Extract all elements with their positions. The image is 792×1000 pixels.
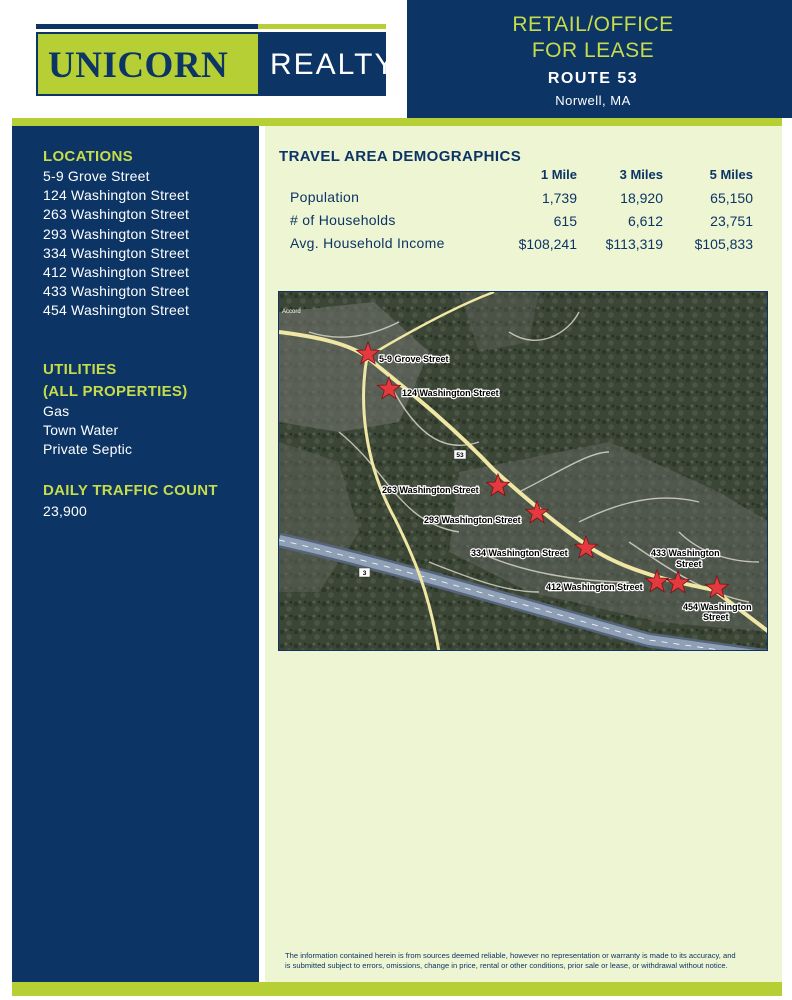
row-label-population: Population [290, 189, 360, 205]
disclaimer-line1: The information contained herein is from sources deemed reliable, however no representation or warranty is made to its accuracy, and [285, 951, 736, 960]
column-header-3-miles: 3 Miles [619, 167, 663, 182]
utilities-heading-line2: (ALL PROPERTIES) [43, 383, 188, 400]
table-cell: 615 [553, 213, 577, 229]
map-label: 433 Washington [651, 548, 720, 558]
logo-top-bar [36, 24, 386, 29]
list-item: 454 Washington Street [43, 302, 190, 319]
row-label-households: # of Households [290, 212, 396, 228]
table-cell: 23,751 [710, 213, 753, 229]
city-name: Norwell, MA [555, 93, 631, 108]
route-3-shield: 3 [362, 570, 367, 577]
table-cell: 65,150 [710, 190, 753, 206]
traffic-heading: DAILY TRAFFIC COUNT [43, 482, 218, 499]
table-cell: $108,241 [518, 236, 577, 252]
list-item: 263 Washington Street [43, 206, 190, 223]
route-name: ROUTE 53 [547, 70, 639, 87]
list-item: 293 Washington Street [43, 225, 190, 242]
map-label: Street [703, 612, 729, 622]
listing-title [407, 12, 779, 64]
list-item: 433 Washington Street [43, 283, 190, 300]
utilities-list [43, 402, 132, 460]
legal-disclaimer [285, 951, 765, 971]
table-cell: $105,833 [694, 236, 753, 252]
locations-heading: LOCATIONS [43, 148, 133, 165]
map-label: 412 Washington Street [546, 582, 643, 592]
list-item: Gas [43, 403, 70, 419]
utilities-heading-line1: UTILITIES [43, 361, 117, 378]
map-label: 124 Washington Street [402, 388, 499, 398]
list-item: 5-9 Grove Street [43, 168, 150, 184]
row-label-household-income: Avg. Household Income [290, 235, 445, 251]
locations-list [43, 167, 189, 321]
map-corner-label: Accord [282, 309, 301, 315]
listing-title-line1: RETAIL/OFFICE [512, 13, 674, 36]
listing-title-line2: FOR LEASE [531, 39, 655, 62]
table-cell: $113,319 [605, 236, 663, 252]
list-item: Private Septic [43, 441, 133, 458]
utilities-heading [43, 359, 188, 403]
list-item: 334 Washington Street [43, 244, 190, 261]
aerial-map-image [279, 292, 768, 651]
logo-word-unicorn: UNICORN [48, 45, 229, 86]
route-53-shield: 53 [456, 452, 464, 459]
table-cell: 18,920 [620, 190, 663, 206]
map-label: 293 Washington Street [424, 515, 521, 525]
list-item: Town Water [43, 422, 119, 439]
map-label: 5-9 Grove Street [379, 354, 449, 364]
column-header-5-miles: 5 Miles [709, 167, 753, 182]
bottom-accent-strip [12, 982, 782, 996]
list-item: 412 Washington Street [43, 264, 190, 281]
table-cell: 1,739 [541, 190, 577, 206]
traffic-count: 23,900 [43, 503, 88, 519]
table-cell: 6,612 [627, 213, 663, 229]
company-logo [36, 32, 397, 96]
aerial-map [278, 291, 768, 651]
map-label: 334 Washington Street [471, 548, 568, 558]
map-label: 263 Washington Street [382, 485, 479, 495]
logo-word-realty: REALTY [270, 48, 397, 81]
top-accent-strip [12, 118, 782, 126]
disclaimer-line2: is submitted subject to errors, omissions, change in price, rental or other conditions, prior sale or lease, or withdrawal without notice. [285, 961, 728, 970]
list-item: 124 Washington Street [43, 187, 190, 204]
demographics-heading: TRAVEL AREA DEMOGRAPHICS [279, 148, 522, 165]
column-header-1-mile: 1 Mile [540, 167, 577, 182]
map-label: 454 Washington [683, 602, 752, 612]
map-label: Street [676, 559, 702, 569]
